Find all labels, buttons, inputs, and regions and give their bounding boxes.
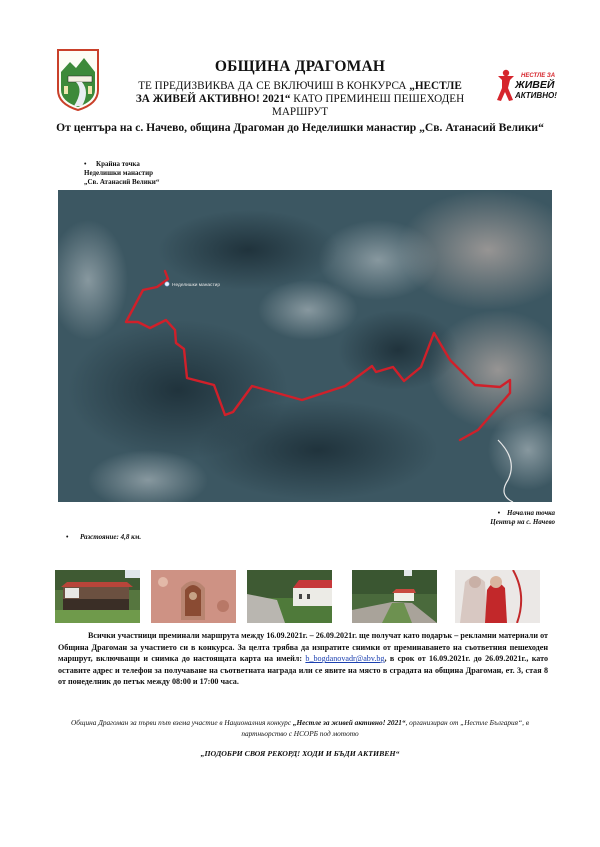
email-link[interactable]: b_bogdanovadr@abv.bg [305,654,385,664]
footer-note-part2: , организиран от „Нестле България“, в партньорство с НСОРБ под мотото [241,718,529,738]
slogan: „ПОДОБРИ СВОЯ РЕКОРД! ХОДИ И БЪДИ АКТИВЕН“ [200,749,400,758]
footer-note [70,718,530,739]
end-point-title: Крайна точка [96,160,140,168]
end-point-monastery: „Св. Атанасий Велики“ [84,177,160,186]
logo-line1: НЕСТЛЕ ЗА [521,73,556,79]
photo-old-house [55,570,140,623]
monastery-marker-icon [165,282,169,286]
photo-fresco-icon [151,570,236,623]
bullet: • [497,509,501,517]
end-point-name: Неделишки манастир [84,168,154,177]
bullet: • [84,160,87,168]
page-title: ОБЩИНА ДРАГОМАН [214,58,386,75]
dragoman-coat-of-arms-logo [54,46,102,112]
subtitle-part2: КАТО ПРЕМИНЕШ ПЕШЕХОДЕН МАРШРУТ [271,93,465,118]
page-subtitle [130,80,470,119]
route-heading: От центъра на с. Начево, община Драгоман до Неделишки манастир „Св. Атанасий Велики“ [56,121,544,134]
subtitle-contest-name: „НЕСТЛЕ ЗА ЖИВЕЙ АКТИВНО! 2021“ [135,80,462,105]
logo-line2: ЖИВЕЙ [515,79,555,91]
footer-contest-name: „Нестле за живей активно! 2021“ [292,718,406,727]
nestle-campaign-logo [496,66,558,104]
distance-text: Разстояние: 4,8 км. [80,533,142,541]
footer-note-part1: Община Драгоман за първи път взема участие в Националния конкурс [71,718,293,727]
end-point-label [84,160,159,186]
photo-monastery-church [247,570,332,623]
subtitle-part1: ТЕ ПРЕДИЗВИКВА ДА СЕ ВКЛЮЧИШ В КОНКУРСА [138,80,410,92]
instructions-text-2: , в срок от 16.09.2021г. до 26.09.2021г., като оставите адрес и телефон за получаване на съответната награда или се явите на място в сградата на община Драгоман, ет. 3, стая 8 от понеделник до петък между 08:00 и 17:00 часа. [58,654,548,687]
start-point-title: Начална точка [507,509,555,517]
satellite-route-map [58,190,552,502]
logo-line3: АКТИВНО! [515,91,557,100]
photo-wall-fresco-saints [455,570,540,623]
map-marker-label: Неделишки манастир [172,283,220,288]
photo-monastery-yard [352,570,437,623]
instructions-text-1: Всички участници преминали маршрута между 16.09.2021г. – 26.09.2021г. ще получат като подарък – рекламни материали от Община Драгоман за участието си в конкурса. За целта трябва да изпратите снимки от преминаването на съответния пешеходен маршрут, включващи и снимка до настоящата карта на имейл: [58,631,548,664]
start-point-label [440,509,555,527]
route-distance [66,533,141,541]
participation-instructions [58,630,548,688]
start-point-name: Център на с. Начево [490,518,555,526]
bullet: • [66,533,69,541]
